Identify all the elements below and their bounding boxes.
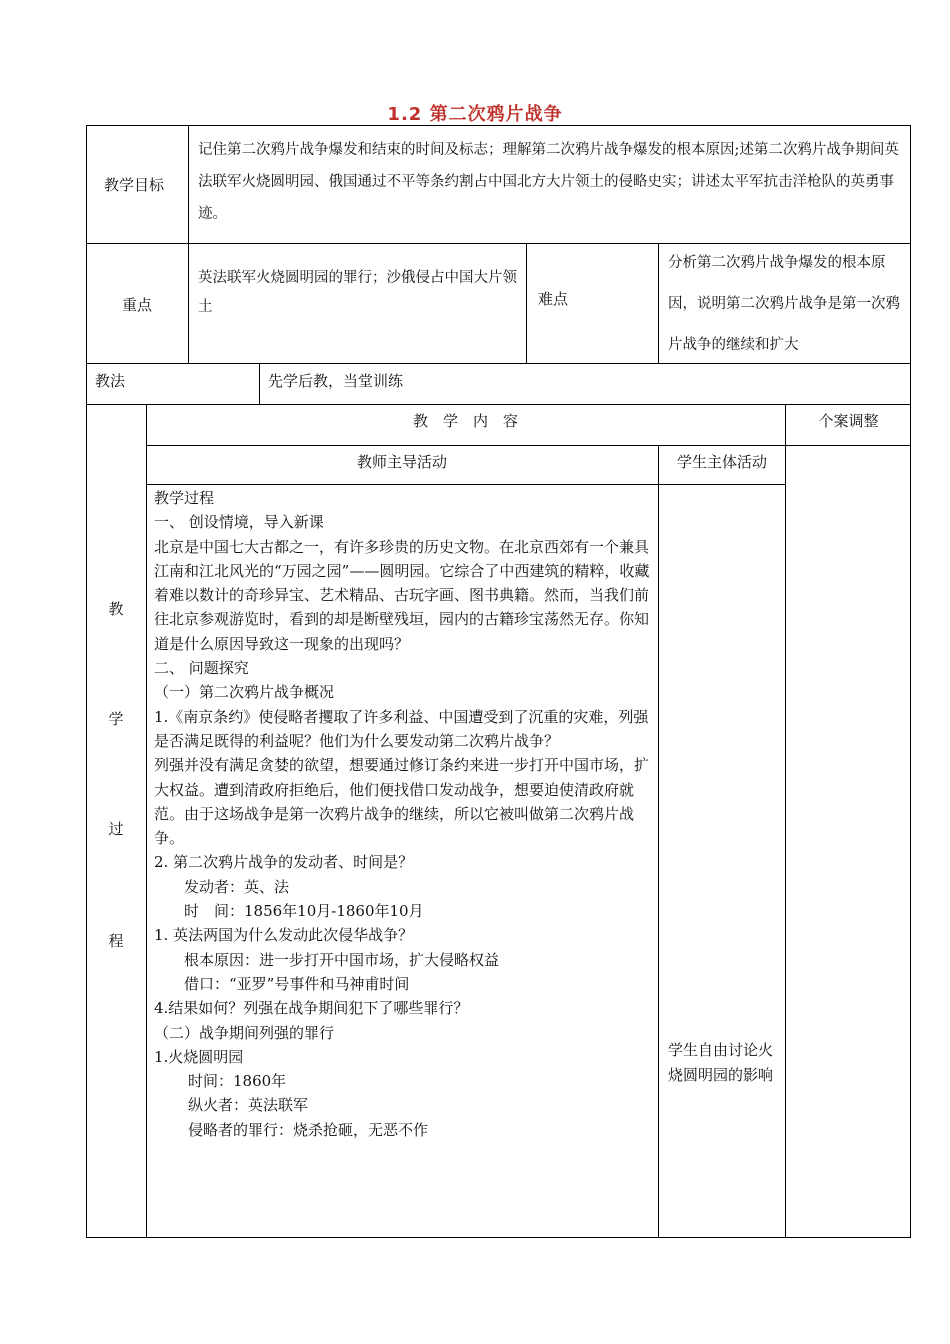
content-line: （一）第二次鸦片战争概况 — [154, 683, 335, 702]
content-line: 侵略者的罪行：烧杀抢砸，无恶不作 — [188, 1120, 429, 1139]
content-line: 4.结果如何？列强在战争期间犯下了哪些罪行？ — [154, 999, 469, 1018]
student-header: 学生主体活动 — [676, 453, 767, 471]
content-line: 列强并没有满足贪婪的欲望，想要通过修订条约来进一步打开中国市场，扩大权益。遭到清政府拒绝后，他们便找借口发动战争，想要迫使清政府就范。由于这场战争是第一次鸦片战争的继续，所以它被叫做第二次鸦片战争。 — [154, 756, 650, 848]
keypoints-label: 重点 — [122, 296, 153, 314]
content-line: 纵火者：英法联军 — [188, 1096, 309, 1115]
difficulty-label: 难点 — [538, 290, 569, 308]
content-line: 根本原因：进一步打开中国市场，扩大侵略权益 — [184, 950, 500, 969]
keypoints-text: 英法联军火烧圆明园的罪行；沙俄侵占中国大片领土 — [198, 270, 517, 315]
teacher-activity-content — [154, 486, 652, 1142]
content-line: 教学过程 — [154, 489, 215, 507]
objectives-label: 教学目标 — [104, 176, 165, 194]
content-line: 1.火烧圆明园 — [154, 1047, 244, 1066]
content-line: 二、 问题探究 — [154, 659, 249, 678]
content-line: 借口：“亚罗”号事件和马神甫时间 — [184, 974, 410, 993]
divider — [259, 363, 260, 405]
method-text: 先学后教，当堂训练 — [268, 372, 404, 390]
process-side-char: 学 — [108, 710, 124, 728]
divider — [188, 243, 189, 364]
method-table — [86, 363, 911, 405]
student-activity-text: 学生自由讨论火烧圆明园的影响 — [668, 1041, 774, 1084]
objectives-text: 记住第二次鸦片战争爆发和结束的时间及标志；理解第二次鸦片战争爆发的根本原因;述第二次鸦片战争期间英法联军火烧圆明园、俄国通过不平等条约割占中国北方大片领土的侵略史实；讲述太平军抗击洋枪队的英勇事迹。 — [198, 142, 899, 222]
divider — [146, 445, 911, 446]
content-line: 时 间：1856年10月-1860年10月 — [184, 902, 424, 921]
page-title: 1.2 第二次鸦片战争 — [387, 104, 563, 125]
difficulty-text: 分析第二次鸦片战争爆发的根本原因，说明第二次鸦片战争是第一次鸦片战争的继续和扩大 — [668, 255, 900, 353]
content-header: 教 学 内 容 — [412, 412, 518, 430]
method-label: 教法 — [95, 372, 126, 390]
divider — [658, 243, 659, 364]
content-line: 1. 英法两国为什么发动此次侵华战争？ — [154, 926, 414, 945]
process-side-char: 教 — [108, 600, 124, 618]
process-side-char: 程 — [108, 932, 124, 950]
content-line: 时间：1860年 — [188, 1072, 287, 1091]
divider — [146, 404, 147, 1238]
content-line: 发动者：英、法 — [184, 877, 290, 896]
process-side-char: 过 — [108, 820, 124, 838]
adjust-header: 个案调整 — [818, 412, 879, 430]
divider — [146, 484, 786, 485]
content-line: 一、 创设情境，导入新课 — [154, 513, 324, 532]
divider — [526, 243, 527, 364]
divider — [188, 125, 189, 244]
divider — [658, 445, 659, 1238]
divider — [785, 404, 786, 1238]
content-line: （二）战争期间列强的罪行 — [154, 1023, 335, 1042]
content-line: 北京是中国七大古都之一，有许多珍贵的历史文物。在北京西郊有一个兼具江南和江北风光的“万园之园”——圆明园。它综合了中西建筑的精粹，收藏着难以数计的奇珍异宝、艺术精品、古玩字画、图书典籍。然而，当我们前往北京参观游览时，看到的却是断壁残垣，园内的古籍珍宝荡然无存。你知道是什么原因导致这一现象的出现吗？ — [154, 537, 650, 653]
content-line: 2. 第二次鸦片战争的发动者、时间是？ — [154, 853, 414, 872]
teacher-header: 教师主导活动 — [356, 453, 447, 471]
content-line: 1.《南京条约》使侵略者攫取了许多利益、中国遭受到了沉重的灾难，列强是否满足既得的利益呢？他们为什么要发动第二次鸦片战争？ — [154, 707, 649, 750]
